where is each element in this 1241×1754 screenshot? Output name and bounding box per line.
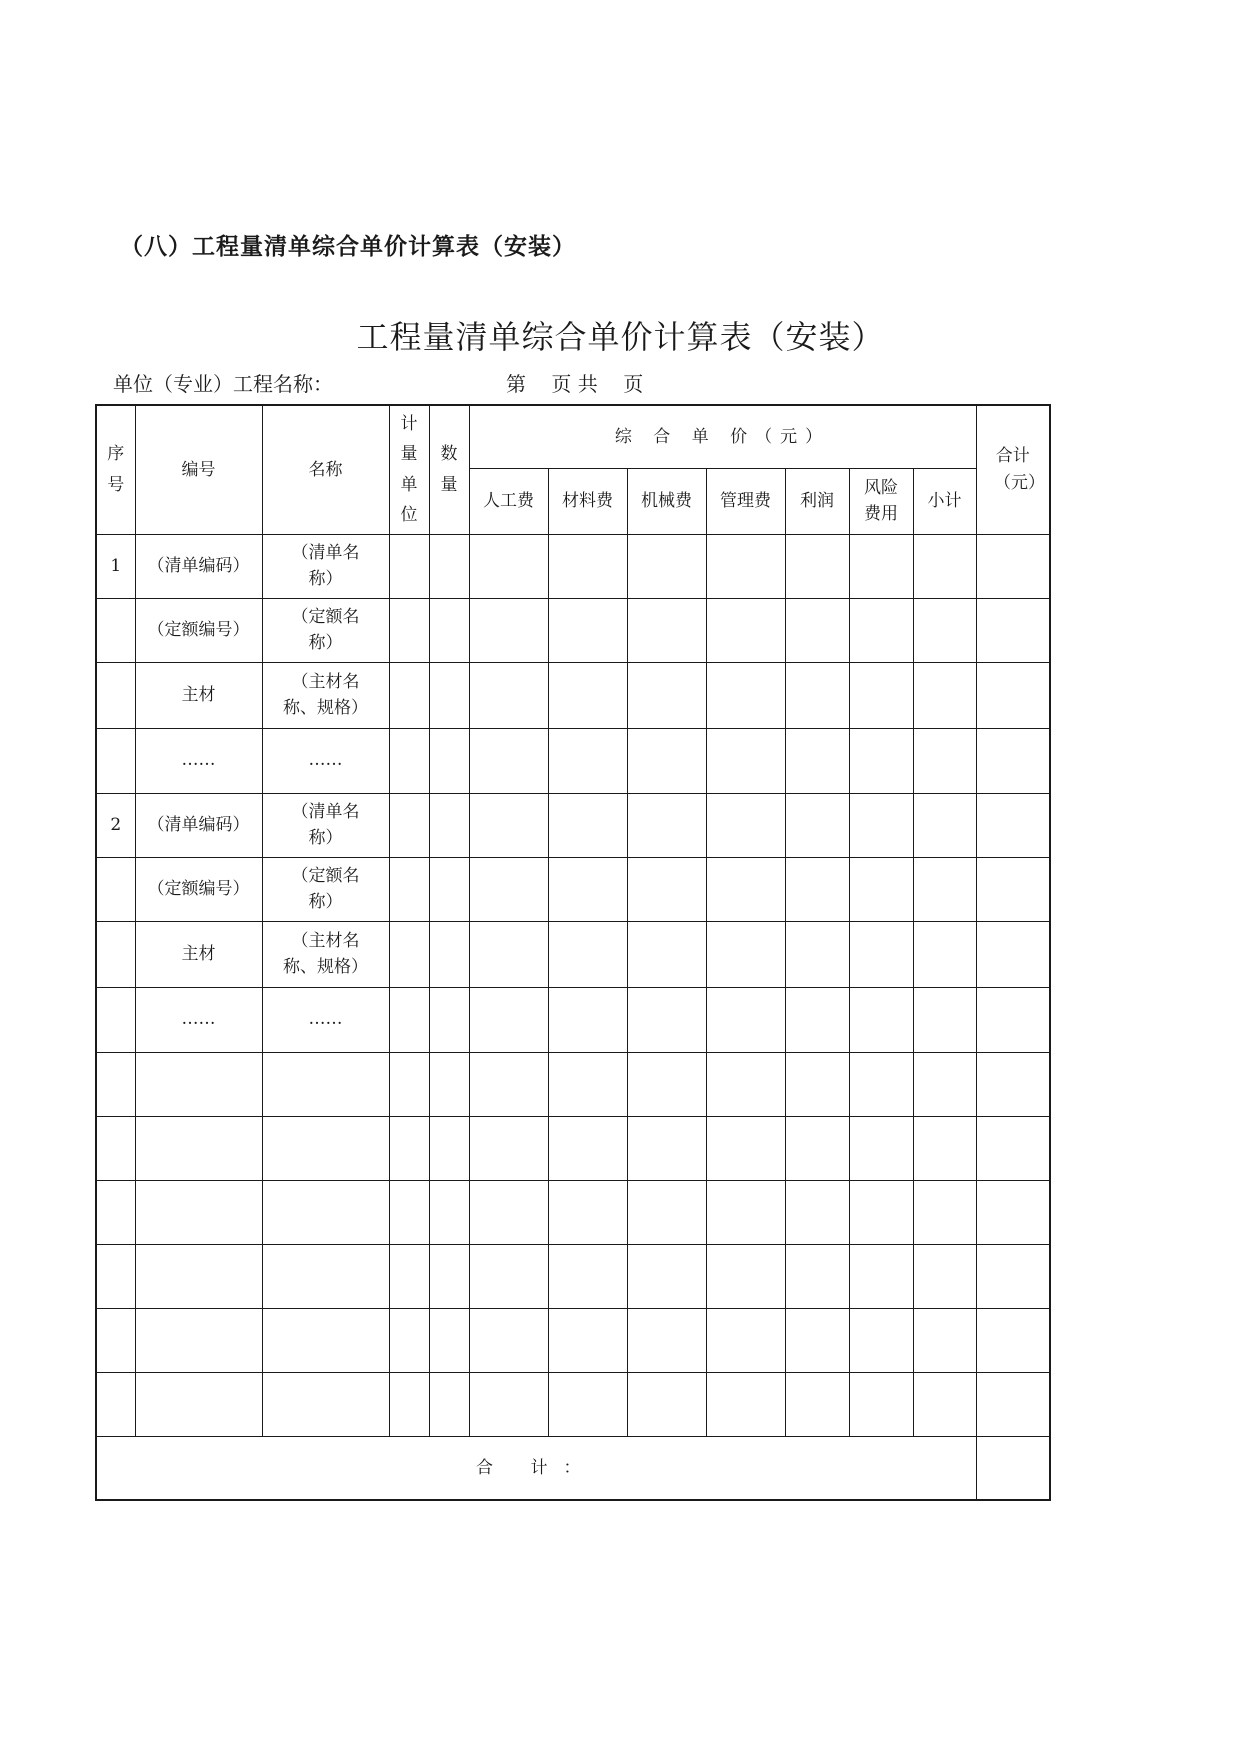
cell-risk [849,728,913,793]
cell-labor [469,1372,548,1436]
cell-code [135,1244,262,1308]
cell-code: 主材 [135,921,262,987]
cell-profit [785,662,849,728]
cell-material [548,1308,627,1372]
cell-labor [469,1052,548,1116]
document-title: 工程量清单综合单价计算表（安装） [356,318,885,356]
cell-labor [469,662,548,728]
cell-total [976,598,1050,662]
table-row [96,987,1050,1052]
cell-unit [389,1244,429,1308]
cell-machine [627,598,706,662]
cell-management [706,598,785,662]
cell-subtotal [913,1244,976,1308]
cell-labor [469,1180,548,1244]
cell-management [706,921,785,987]
cell-unit [389,921,429,987]
cell-material [548,921,627,987]
cell-profit [785,1052,849,1116]
cell-qty [429,598,469,662]
cell-machine [627,857,706,921]
cell-name [262,1372,389,1436]
cell-machine [627,1308,706,1372]
cell-code: （清单编码） [135,534,262,598]
table-row [96,921,1050,987]
header-unit-price-group: 综 合 单 价（元） [469,405,976,468]
cell-qty [429,1372,469,1436]
cell-unit [389,1372,429,1436]
cell-code [135,1052,262,1116]
cell-total [976,662,1050,728]
cell-management [706,662,785,728]
cell-total [976,921,1050,987]
cell-code [135,1372,262,1436]
cell-machine [627,1244,706,1308]
cell-name: （主材名称、规格） [262,662,389,728]
cell-name: …… [262,728,389,793]
cell-seq [96,1052,135,1116]
cell-seq: 2 [96,793,135,857]
header-code: 编号 [135,405,262,534]
header-management: 管理费 [706,468,785,534]
cell-qty [429,987,469,1052]
cell-profit [785,1372,849,1436]
cell-labor [469,728,548,793]
header-labor: 人工费 [469,468,548,534]
cell-material [548,1244,627,1308]
cell-name: …… [262,987,389,1052]
cell-total [976,793,1050,857]
cell-machine [627,1180,706,1244]
cell-material [548,728,627,793]
cell-labor [469,598,548,662]
cell-seq [96,1308,135,1372]
cell-name: （清单名称） [262,793,389,857]
cell-qty [429,1308,469,1372]
cell-subtotal [913,1052,976,1116]
cell-subtotal [913,1116,976,1180]
total-row [96,1436,1050,1500]
cell-risk [849,662,913,728]
cell-material [548,793,627,857]
cell-unit [389,1180,429,1244]
cell-machine [627,1052,706,1116]
header-seq: 序号 [96,405,135,534]
cell-code: （清单编码） [135,793,262,857]
cell-profit [785,1308,849,1372]
cell-material [548,1052,627,1116]
cell-labor [469,1244,548,1308]
cell-qty [429,1052,469,1116]
cell-subtotal [913,921,976,987]
cell-material [548,534,627,598]
cell-risk [849,1116,913,1180]
cell-seq [96,921,135,987]
cell-name [262,1180,389,1244]
total-value [976,1436,1050,1500]
cell-qty [429,1116,469,1180]
cell-labor [469,987,548,1052]
cell-qty [429,921,469,987]
cell-management [706,1116,785,1180]
cell-risk [849,534,913,598]
cell-machine [627,1116,706,1180]
section-heading: （八）工程量清单综合单价计算表（安装） [120,233,576,260]
header-subtotal: 小计 [913,468,976,534]
cell-material [548,1116,627,1180]
cell-code [135,1116,262,1180]
cell-seq: 1 [96,534,135,598]
cell-profit [785,728,849,793]
cell-unit [389,1308,429,1372]
cell-total [976,987,1050,1052]
cell-unit [389,793,429,857]
cell-profit [785,987,849,1052]
cell-labor [469,1308,548,1372]
cell-profit [785,793,849,857]
cell-profit [785,598,849,662]
cell-subtotal [913,662,976,728]
cell-unit [389,728,429,793]
cell-total [976,857,1050,921]
cell-seq [96,1372,135,1436]
cell-labor [469,857,548,921]
table-body [96,405,1050,1500]
header-name: 名称 [262,405,389,534]
unit-price-calc-table [95,404,1051,1501]
cell-qty [429,534,469,598]
cell-unit [389,1052,429,1116]
cell-name: （清单名称） [262,534,389,598]
cell-machine [627,728,706,793]
cell-qty [429,1244,469,1308]
cell-code [135,1308,262,1372]
cell-code: 主材 [135,662,262,728]
cell-seq [96,728,135,793]
cell-total [976,1308,1050,1372]
cell-subtotal [913,534,976,598]
cell-material [548,987,627,1052]
cell-name: （定额名称） [262,857,389,921]
cell-total [976,1116,1050,1180]
table-row [96,1116,1050,1180]
table-row [96,1308,1050,1372]
header-qty: 数量 [429,405,469,534]
cell-risk [849,1308,913,1372]
cell-subtotal [913,857,976,921]
cell-subtotal [913,598,976,662]
header-unit: 计量单位 [389,405,429,534]
cell-machine [627,921,706,987]
cell-code [135,1180,262,1244]
cell-name [262,1244,389,1308]
cell-code: …… [135,987,262,1052]
cell-management [706,857,785,921]
cell-unit [389,857,429,921]
cell-seq [96,857,135,921]
cell-unit [389,987,429,1052]
cell-machine [627,534,706,598]
cell-total [976,728,1050,793]
cell-labor [469,793,548,857]
header-risk: 风险费用 [849,468,913,534]
cell-profit [785,921,849,987]
cell-risk [849,1180,913,1244]
header-total: 合计（元） [976,405,1050,534]
cell-unit [389,534,429,598]
cell-profit [785,857,849,921]
cell-material [548,662,627,728]
cell-management [706,793,785,857]
cell-management [706,1308,785,1372]
header-machine: 机械费 [627,468,706,534]
header-profit: 利润 [785,468,849,534]
table-row [96,1052,1050,1116]
cell-machine [627,1372,706,1436]
cell-management [706,534,785,598]
header-row-1 [96,405,1050,468]
cell-material [548,1372,627,1436]
table-row [96,793,1050,857]
table-row [96,598,1050,662]
cell-risk [849,987,913,1052]
table-row [96,662,1050,728]
cell-total [976,1052,1050,1116]
table-row [96,857,1050,921]
cell-management [706,1244,785,1308]
cell-name: （主材名称、规格） [262,921,389,987]
cell-risk [849,793,913,857]
cell-name [262,1116,389,1180]
cell-name [262,1052,389,1116]
cell-subtotal [913,793,976,857]
cell-management [706,728,785,793]
cell-risk [849,598,913,662]
table-row [96,1180,1050,1244]
cell-total [976,1372,1050,1436]
cell-seq [96,662,135,728]
project-name-label: 单位（专业）工程名称： [113,372,333,396]
cell-profit [785,1116,849,1180]
cell-machine [627,793,706,857]
cell-subtotal [913,728,976,793]
table-row [96,728,1050,793]
cell-subtotal [913,987,976,1052]
cell-machine [627,662,706,728]
cell-total [976,534,1050,598]
cell-subtotal [913,1180,976,1244]
cell-qty [429,793,469,857]
cell-seq [96,987,135,1052]
cell-risk [849,921,913,987]
cell-qty [429,662,469,728]
cell-subtotal [913,1308,976,1372]
cell-name: （定额名称） [262,598,389,662]
cell-unit [389,598,429,662]
cell-subtotal [913,1372,976,1436]
table-row [96,1372,1050,1436]
cell-profit [785,534,849,598]
cell-material [548,1180,627,1244]
cell-seq [96,1116,135,1180]
cell-management [706,1372,785,1436]
cell-qty [429,857,469,921]
cell-total [976,1180,1050,1244]
total-label: 合 计： [96,1436,976,1500]
table-row [96,1244,1050,1308]
table-row [96,534,1050,598]
cell-seq [96,598,135,662]
cell-management [706,1052,785,1116]
cell-profit [785,1244,849,1308]
page-info: 第 页 共 页 [506,372,644,396]
cell-material [548,857,627,921]
cell-unit [389,1116,429,1180]
cell-risk [849,1052,913,1116]
cell-risk [849,1372,913,1436]
cell-qty [429,728,469,793]
cell-management [706,987,785,1052]
cell-total [976,1244,1050,1308]
header-material: 材料费 [548,468,627,534]
cell-seq [96,1180,135,1244]
cell-name [262,1308,389,1372]
cell-code: …… [135,728,262,793]
cell-profit [785,1180,849,1244]
cell-risk [849,857,913,921]
cell-management [706,1180,785,1244]
cell-code: （定额编号） [135,598,262,662]
cell-labor [469,921,548,987]
cell-unit [389,662,429,728]
cell-material [548,598,627,662]
cell-seq [96,1244,135,1308]
cell-machine [627,987,706,1052]
cell-code: （定额编号） [135,857,262,921]
cell-qty [429,1180,469,1244]
cell-risk [849,1244,913,1308]
cell-labor [469,534,548,598]
cell-labor [469,1116,548,1180]
